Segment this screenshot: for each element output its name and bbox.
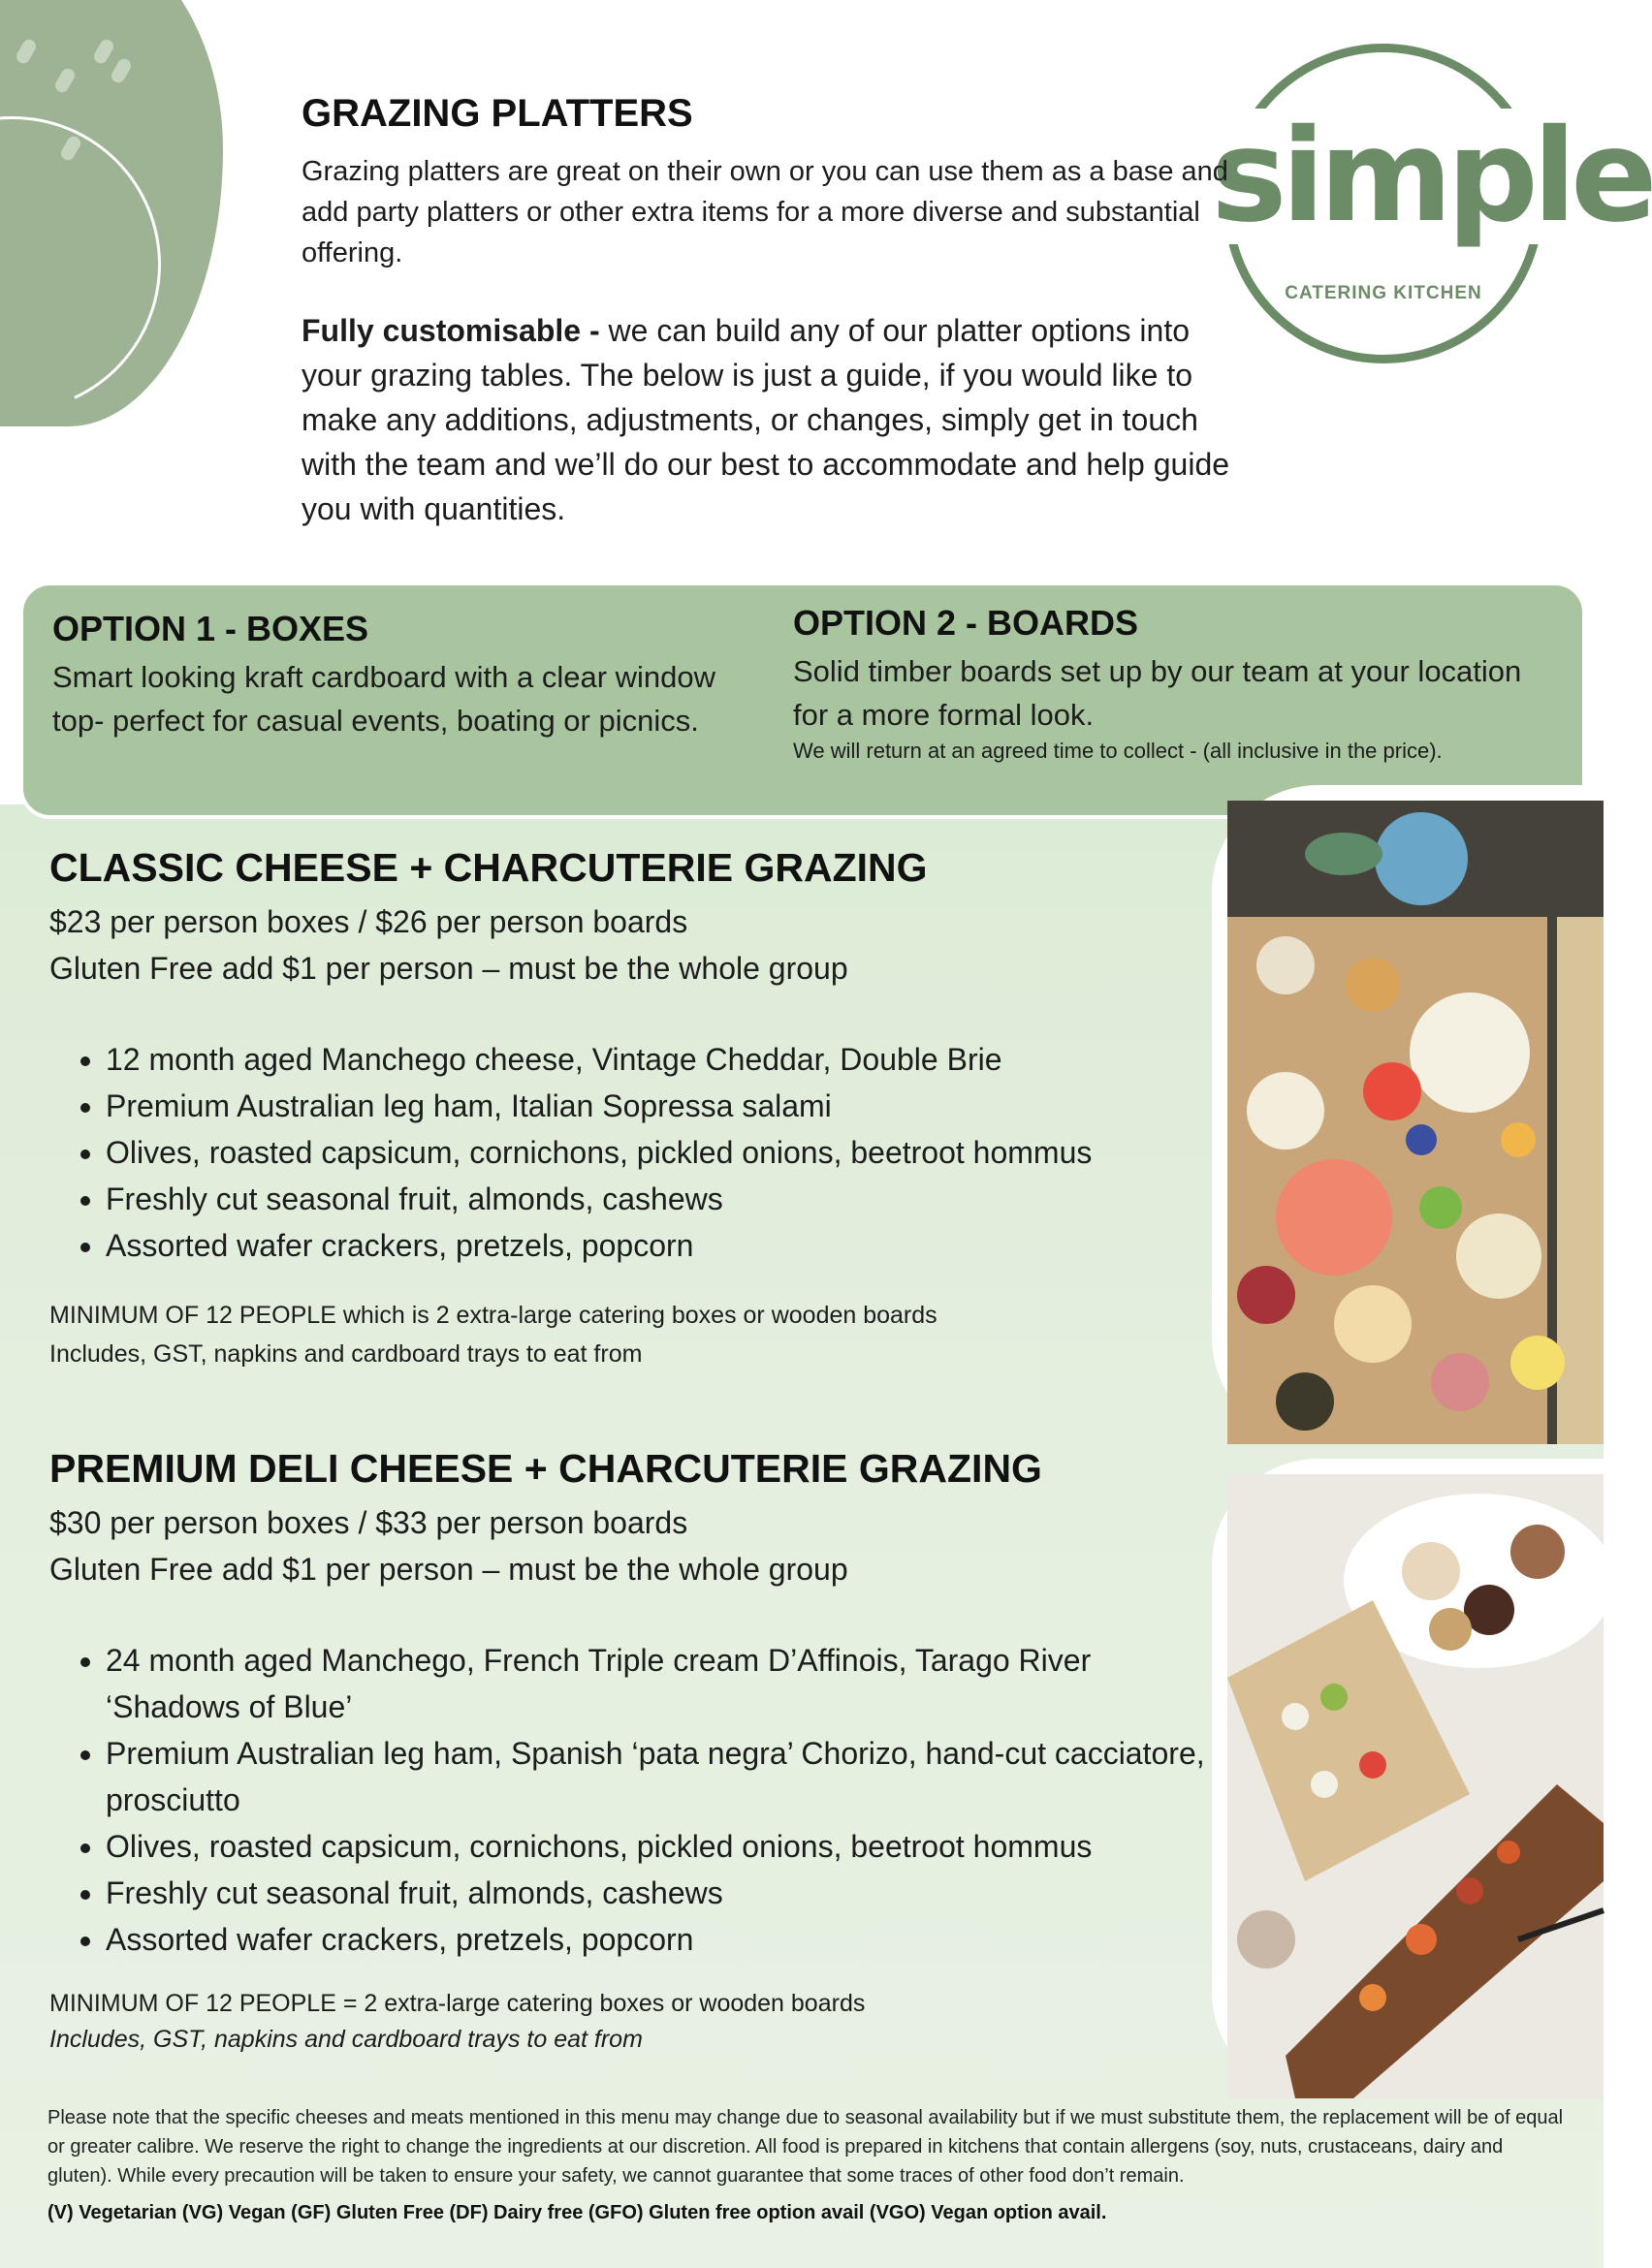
premium-grazing-section xyxy=(49,1446,1213,2056)
customisable-label: Fully customisable - xyxy=(302,313,600,348)
classic-grazing-section xyxy=(49,845,1213,1373)
list-item: • Premium Australian leg ham, Italian Sopressa salami xyxy=(106,1083,1213,1129)
list-item: • Assorted wafer crackers, pretzels, popcorn xyxy=(106,1916,1211,1963)
option-description: Smart looking kraft cardboard with a clear window top- perfect for casual events, boating or picnics. xyxy=(52,660,716,738)
gluten-free-line: Gluten Free add $1 per person – must be the whole group xyxy=(49,1552,848,1587)
includes-note: Includes, GST, napkins and cardboard trays to eat from xyxy=(49,1340,643,1368)
option-description: Solid timber boards set up by our team at your location for a more formal look. xyxy=(793,654,1522,732)
list-item: • Freshly cut seasonal fruit, almonds, cashews xyxy=(106,1176,1213,1222)
minimum-note: MINIMUM OF 12 PEOPLE which is 2 extra-large catering boxes or wooden boards xyxy=(49,1302,937,1329)
classic-platter-photo xyxy=(1212,785,1604,1444)
minimum-note: MINIMUM OF 12 PEOPLE = 2 extra-large catering boxes or wooden boards xyxy=(49,1990,866,2017)
section-title: PREMIUM DELI CHEESE + CHARCUTERIE GRAZING xyxy=(49,1446,1042,1491)
item-list xyxy=(49,1637,1211,1963)
list-item: • Freshly cut seasonal fruit, almonds, cashews xyxy=(106,1870,1211,1916)
option-boxes xyxy=(52,609,750,742)
list-item: • Assorted wafer crackers, pretzels, popcorn xyxy=(106,1222,1213,1269)
disclaimer-text: Please note that the specific cheeses and meats mentioned in this menu may change due to seasonal availability but if we must substitute them, the replacement will be of equal or greater calibre. We reserve the right to change the ingredients at our discretion. All food is prepared in kitchens that contain allergens (soy, nuts, crustaceans, dairy and gluten). While every precaution will be taken to ensure your safety, we cannot guarantee that some traces of other food don’t remain. xyxy=(48,2107,1564,2187)
brand-logo xyxy=(1211,44,1652,363)
page-title: GRAZING PLATTERS xyxy=(302,92,693,135)
item-list xyxy=(49,1036,1213,1269)
customisable-paragraph xyxy=(302,308,1232,531)
logo-subtitle: CATERING KITCHEN xyxy=(1285,283,1482,303)
option-boards xyxy=(793,603,1559,766)
intro-paragraph: Grazing platters are great on their own or you can use them as a base and add party platters or other extra items for a more diverse and substantial offering. xyxy=(302,156,1228,268)
logo-wordmark: simple xyxy=(1211,102,1652,251)
premium-platter-photo xyxy=(1212,1459,1604,2098)
platter-image xyxy=(1227,1474,1604,2098)
price-line: $23 per person boxes / $26 per person boards xyxy=(49,904,688,939)
platter-image xyxy=(1227,801,1604,1444)
dietary-legend: (V) Vegetarian (VG) Vegan (GF) Gluten Free (DF) Dairy free (GFO) Gluten free option avail (VGO) Vegan option avail. xyxy=(48,2202,1107,2223)
options-panel xyxy=(19,582,1586,819)
price-line: $30 per person boxes / $33 per person boards xyxy=(49,1505,688,1540)
list-item: • Olives, roasted capsicum, cornichons, pickled onions, beetroot hommus xyxy=(106,1823,1211,1870)
list-item: • Premium Australian leg ham, Spanish ‘pata negra’ Chorizo, hand-cut cacciatore, prosciutto xyxy=(106,1730,1211,1823)
option-note: We will return at an agreed time to collect - (all inclusive in the price). xyxy=(793,739,1443,763)
section-title: CLASSIC CHEESE + CHARCUTERIE GRAZING xyxy=(49,845,928,890)
option-title: OPTION 2 - BOARDS xyxy=(793,603,1139,643)
option-title: OPTION 1 - BOXES xyxy=(52,609,369,648)
intro-section xyxy=(302,92,1232,531)
gluten-free-line: Gluten Free add $1 per person – must be the whole group xyxy=(49,951,848,986)
includes-note: Includes, GST, napkins and cardboard trays to eat from xyxy=(49,2026,643,2053)
list-item: • 24 month aged Manchego, French Triple cream D’Affinois, Tarago River ‘Shadows of Blue’ xyxy=(106,1637,1211,1730)
list-item: • Olives, roasted capsicum, cornichons, pickled onions, beetroot hommus xyxy=(106,1129,1213,1176)
list-item: • 12 month aged Manchego cheese, Vintage Cheddar, Double Brie xyxy=(106,1036,1213,1083)
customisable-text: we can build any of our platter options into your grazing tables. The below is just a guide, if you would like to make any additions, adjustments, or changes, simply get in touch with the team and we’ll do our best to accommodate and help guide you with quantities. xyxy=(302,313,1230,526)
